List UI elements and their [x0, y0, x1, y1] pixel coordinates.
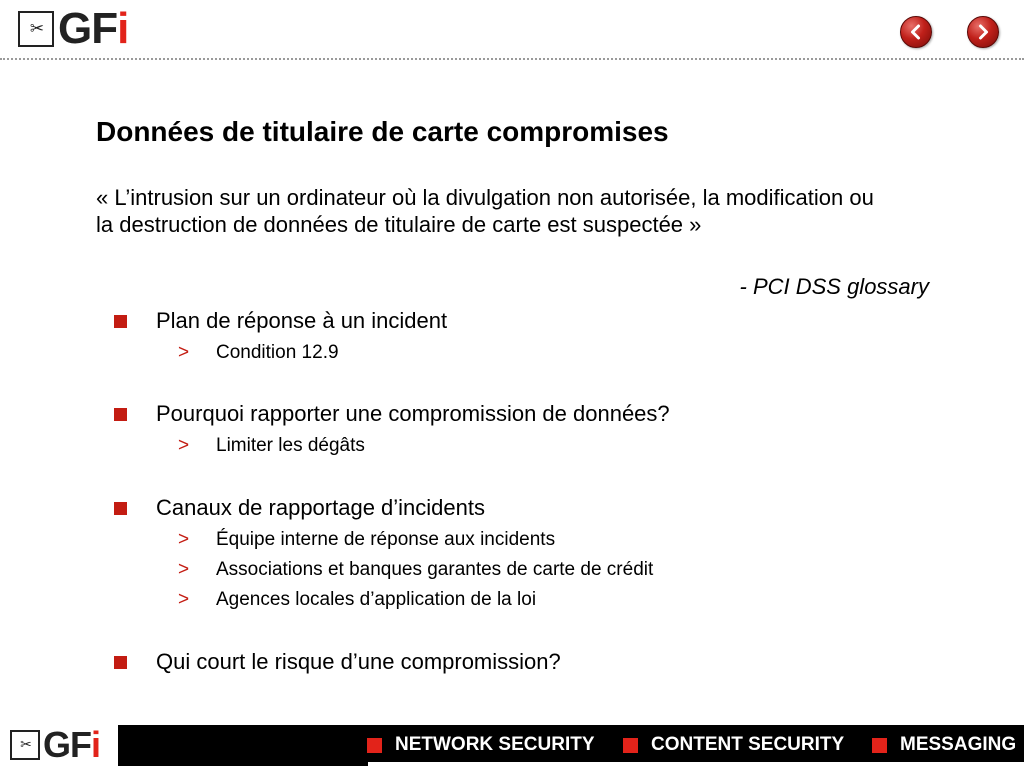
- definition-quote: « L’intrusion sur un ordinateur où la divulgation non autorisée, la modification ou la destruction de données de titulaire de carte est suspectée »: [96, 185, 874, 237]
- red-square-icon: [872, 738, 887, 753]
- sub-bullet-item: [178, 433, 365, 459]
- sub-bullet-text: Limiter les dégâts: [216, 435, 365, 456]
- slide-title: Données de titulaire de carte compromises: [96, 116, 669, 147]
- previous-slide-button[interactable]: [900, 16, 932, 48]
- bullet-item: [114, 307, 447, 335]
- quote-source: - PCI DSS glossary: [739, 274, 929, 299]
- sub-bullet-item: [178, 340, 339, 366]
- next-slide-button[interactable]: [967, 16, 999, 48]
- bullet-text: Plan de réponse à un incident: [156, 308, 448, 333]
- bullet-text: Pourquoi rapporter une compromission de données?: [156, 401, 670, 426]
- sub-bullet-item: [178, 557, 653, 583]
- red-square-icon: [623, 738, 638, 753]
- sub-bullet-arrow-icon: >: [178, 589, 190, 610]
- footer: [0, 722, 1024, 768]
- gfi-logo-wordmark: GFi: [43, 724, 101, 765]
- sub-bullet-item: [178, 587, 536, 613]
- footer-underline: [118, 762, 368, 766]
- sub-bullet-arrow-icon: >: [178, 559, 190, 580]
- bullet-square-icon: [114, 502, 127, 515]
- gfi-logo-mark-icon: ✂: [10, 730, 40, 760]
- red-square-icon: [367, 738, 382, 753]
- sub-bullet-text: Condition 12.9: [216, 342, 339, 363]
- bullet-item: [114, 400, 670, 428]
- footer-content-security: CONTENT SECURITY: [623, 734, 844, 756]
- footer-network-security: NETWORK SECURITY: [367, 734, 595, 756]
- footer-messaging: MESSAGING: [872, 734, 1016, 756]
- sub-bullet-text: Associations et banques garantes de carte de crédit: [216, 559, 654, 580]
- bullet-text: Qui court le risque d’une compromission?: [156, 649, 561, 674]
- bullet-square-icon: [114, 408, 127, 421]
- gfi-logo: [18, 4, 129, 53]
- gfi-footer-logo: [10, 726, 100, 764]
- sub-bullet-arrow-icon: >: [178, 529, 190, 550]
- bullet-square-icon: [114, 656, 127, 669]
- sub-bullet-arrow-icon: >: [178, 435, 190, 456]
- sub-bullet-text: Agences locales d’application de la loi: [216, 589, 537, 610]
- gfi-logo-wordmark: GFi: [58, 4, 129, 53]
- sub-bullet-text: Équipe interne de réponse aux incidents: [216, 529, 556, 550]
- gfi-logo-mark-icon: ✂: [18, 11, 54, 47]
- chevron-left-icon: [907, 23, 925, 41]
- bullet-item: [114, 494, 485, 522]
- bullet-text: Canaux de rapportage d’incidents: [156, 495, 486, 520]
- bullet-item: [114, 648, 561, 676]
- sub-bullet-item: [178, 527, 555, 553]
- bullet-square-icon: [114, 315, 127, 328]
- header-divider: [0, 58, 1024, 60]
- sub-bullet-arrow-icon: >: [178, 342, 190, 363]
- chevron-right-icon: [974, 23, 992, 41]
